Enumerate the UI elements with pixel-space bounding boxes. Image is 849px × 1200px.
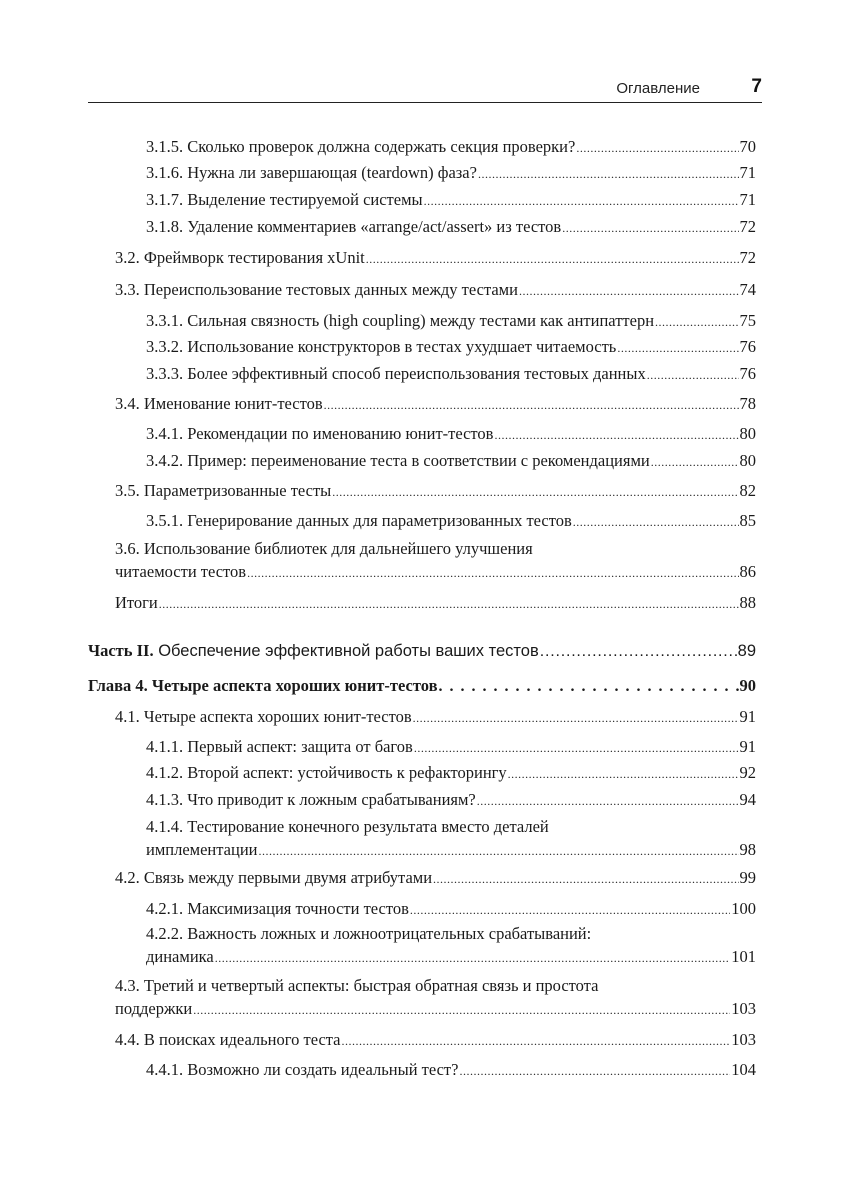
toc-entry xyxy=(146,309,756,334)
toc-entry-title: 4.1.2. Второй аспект: устойчивость к рефакторингу xyxy=(146,763,507,782)
header-section-title: Оглавление xyxy=(616,80,700,97)
dot-leader xyxy=(366,248,739,271)
toc-entry xyxy=(115,705,756,730)
toc-entry-title-line2: имплементации xyxy=(146,840,258,859)
toc-entry-title: 3.1.7. Выделение тестируемой системы xyxy=(146,190,423,209)
dot-leader xyxy=(410,899,730,922)
toc-entry-title: 3.5. Параметризованные тесты xyxy=(115,481,332,500)
toc-entry-page: 85 xyxy=(739,511,756,530)
toc-entry xyxy=(146,815,756,863)
dot-leader xyxy=(540,640,737,663)
toc-entry-page: 86 xyxy=(739,562,756,581)
toc-entry-title: 3.3.2. Использование конструкторов в тестах ухудшает читаемость xyxy=(146,337,617,356)
toc-entry-title-line2: читаемости тестов xyxy=(115,562,247,581)
toc-entry-title: 4.4.1. Возможно ли создать идеальный тест? xyxy=(146,1060,459,1079)
toc-entry xyxy=(146,362,756,387)
toc-entry-title: 3.1.6. Нужна ли завершающая (teardown) фаза? xyxy=(146,163,477,182)
toc-entry-title: 4.4. В поисках идеального теста xyxy=(115,1030,341,1049)
toc-entry-page: 72 xyxy=(739,248,756,267)
dot-leader xyxy=(324,394,739,417)
dot-leader xyxy=(433,868,738,891)
toc-entry-page: 71 xyxy=(739,190,756,209)
toc-entry xyxy=(115,866,756,891)
dot-leader xyxy=(413,707,739,730)
dot-leader xyxy=(439,675,739,698)
toc-entry-page: 94 xyxy=(739,790,756,809)
toc-entry-title: 4.2.1. Максимизация точности тестов xyxy=(146,899,409,918)
toc-entry-title-line1: 4.3. Третий и четвертый аспекты: быстрая обратная связь и простота xyxy=(115,976,599,995)
toc-entry-page: 80 xyxy=(739,451,756,470)
toc-entry xyxy=(146,335,756,360)
dot-leader xyxy=(459,1060,730,1083)
toc-entry-title: 3.1.5. Сколько проверок должна содержать секция проверки? xyxy=(146,137,576,156)
dot-leader xyxy=(332,481,738,504)
toc-part-entry xyxy=(88,639,756,663)
toc-entry xyxy=(146,449,756,474)
toc-entry-title: 4.2. Связь между первыми двумя атрибутами xyxy=(115,868,433,887)
toc-entry xyxy=(146,897,756,922)
toc-entry-page: 91 xyxy=(739,707,756,726)
toc-entry xyxy=(146,788,756,813)
dot-leader xyxy=(519,280,739,303)
dot-leader xyxy=(651,451,739,474)
toc-entry-title: Обеспечение эффективной работы ваших тестов xyxy=(158,642,539,660)
toc-entry xyxy=(146,735,756,760)
toc-entry-title: 3.2. Фреймворк тестирования xUnit xyxy=(115,248,365,267)
toc-entry-page: 103 xyxy=(731,1030,756,1049)
dot-leader xyxy=(424,190,739,213)
toc-entry-title: 3.3.1. Сильная связность (high coupling) между тестами как антипаттерн xyxy=(146,311,655,330)
dot-leader xyxy=(215,947,731,970)
toc-entry-title: 3.4.2. Пример: переименование теста в соответствии с рекомендациями xyxy=(146,451,650,470)
dot-leader xyxy=(562,217,738,240)
toc-entry-title: 3.4. Именование юнит-тестов xyxy=(115,394,323,413)
toc-entry xyxy=(146,1058,756,1083)
toc-entry-title: 3.3.3. Более эффективный способ переиспользования тестовых данных xyxy=(146,364,646,383)
toc-entry-title-line1: 4.1.4. Тестирование конечного результата вместо деталей xyxy=(146,817,549,836)
toc-entry-title-line1: 3.6. Использование библиотек для дальнейшего улучшения xyxy=(115,539,533,558)
toc-entry xyxy=(115,591,756,616)
toc-entry-page: 104 xyxy=(731,1060,756,1079)
toc-entry-page: 101 xyxy=(731,947,756,966)
dot-leader xyxy=(159,593,739,616)
toc-entry-page: 92 xyxy=(739,763,756,782)
dot-leader xyxy=(247,562,738,585)
toc-entry xyxy=(146,422,756,447)
toc-entry-title-line1: 4.2.2. Важность ложных и ложноотрицательных срабатываний: xyxy=(146,924,592,943)
toc-entry xyxy=(146,922,756,970)
dot-leader xyxy=(258,840,738,863)
toc-entry-page: 82 xyxy=(739,481,756,500)
dot-leader xyxy=(193,999,730,1022)
toc-entry-title: Итоги xyxy=(115,593,158,612)
dot-leader xyxy=(342,1030,731,1053)
dot-leader xyxy=(617,337,738,360)
toc-entry xyxy=(146,161,756,186)
toc-entry xyxy=(115,974,756,1022)
toc-entry-title-line2: динамика xyxy=(146,947,214,966)
toc-entry xyxy=(146,188,756,213)
running-header xyxy=(88,76,762,103)
toc-entry xyxy=(115,479,756,504)
dot-leader xyxy=(414,737,739,760)
toc-entry-page: 76 xyxy=(739,364,756,383)
toc-entry-page: 70 xyxy=(739,137,756,156)
dot-leader xyxy=(477,790,739,813)
dot-leader xyxy=(576,137,738,160)
toc-entry-title: 3.1.8. Удаление комментариев «arrange/act/assert» из тестов xyxy=(146,217,562,236)
toc-entry xyxy=(146,135,756,160)
toc-entry xyxy=(146,509,756,534)
dot-leader xyxy=(573,511,739,534)
toc-entry-title: 4.1.1. Первый аспект: защита от багов xyxy=(146,737,413,756)
toc-entry-page: 90 xyxy=(739,676,756,695)
toc-entry-page: 80 xyxy=(739,424,756,443)
toc-entry xyxy=(115,1028,756,1053)
toc-entry-page: 89 xyxy=(737,642,756,660)
dot-leader xyxy=(478,163,739,186)
toc-entry-page: 88 xyxy=(739,593,756,612)
toc-entry-page: 100 xyxy=(731,899,756,918)
dot-leader xyxy=(508,763,739,786)
toc-entry-page: 103 xyxy=(731,999,756,1018)
toc-entry-page: 75 xyxy=(739,311,756,330)
toc-entry xyxy=(146,761,756,786)
toc-entry-page: 72 xyxy=(739,217,756,236)
toc-entry xyxy=(115,246,756,271)
toc-entry-page: 98 xyxy=(739,840,756,859)
toc-entry-title: Глава 4. Четыре аспекта хороших юнит-тестов xyxy=(88,676,438,695)
toc-entry xyxy=(115,392,756,417)
toc-entry-page: 74 xyxy=(739,280,756,299)
toc-chapter-entry xyxy=(88,674,756,698)
toc-entry xyxy=(115,278,756,303)
toc-entry-page: 91 xyxy=(739,737,756,756)
dot-leader xyxy=(647,364,739,387)
toc-entry xyxy=(115,537,756,585)
dot-leader xyxy=(655,311,738,334)
toc-entry-title: 4.1.3. Что приводит к ложным срабатываниям? xyxy=(146,790,476,809)
toc-entry-page: 78 xyxy=(739,394,756,413)
toc-entry-page: 76 xyxy=(739,337,756,356)
dot-leader xyxy=(494,424,738,447)
toc-entry-title: 3.5.1. Генерирование данных для параметризованных тестов xyxy=(146,511,572,530)
header-page-number: 7 xyxy=(751,76,762,97)
toc-entry-title: 4.1. Четыре аспекта хороших юнит-тестов xyxy=(115,707,412,726)
toc-part-label: Часть II. xyxy=(88,641,154,660)
toc-entry-page: 71 xyxy=(739,163,756,182)
toc-entry-page: 99 xyxy=(739,868,756,887)
toc-entry-title: 3.4.1. Рекомендации по именованию юнит-тестов xyxy=(146,424,494,443)
toc-entry xyxy=(146,215,756,240)
toc-entry-title: 3.3. Переиспользование тестовых данных между тестами xyxy=(115,280,518,299)
toc-entry-title-line2: поддержки xyxy=(115,999,193,1018)
